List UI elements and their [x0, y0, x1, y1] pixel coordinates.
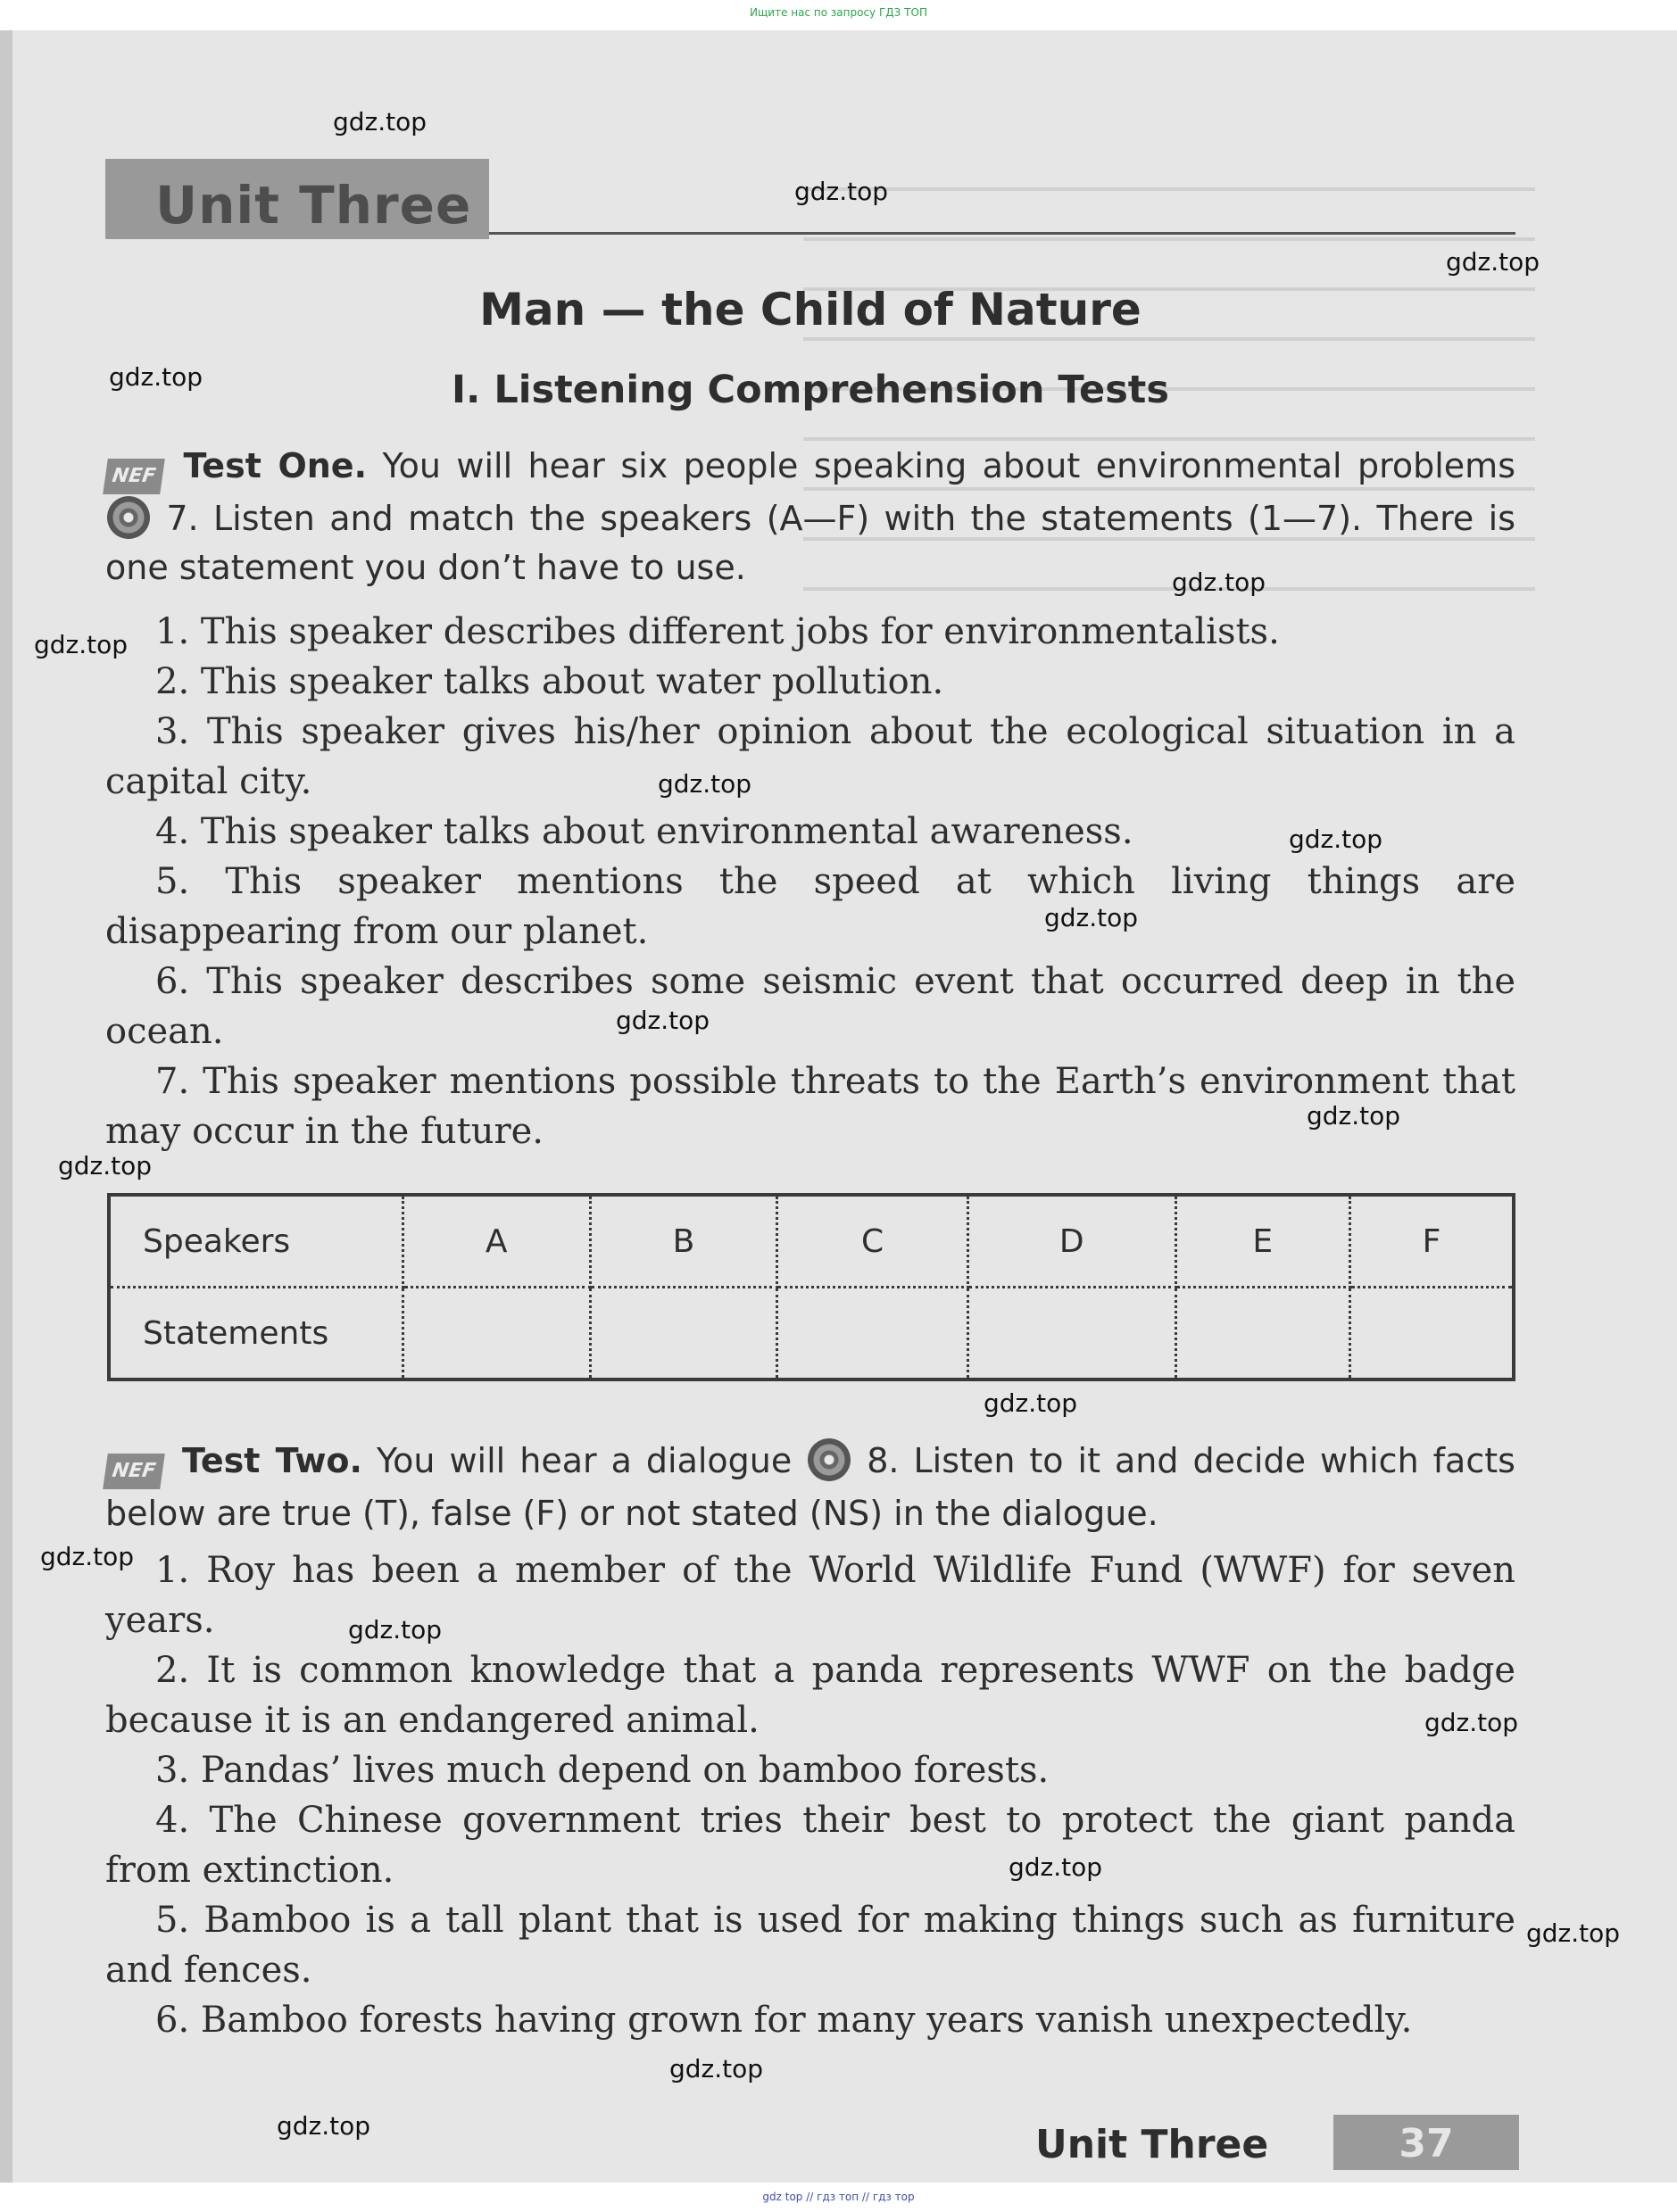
test-two-instructions: [105, 1437, 1515, 1538]
test-two-track: 8.: [867, 1441, 900, 1480]
test-one-label: Test One.: [183, 446, 368, 485]
nef-badge-icon: NEF: [103, 459, 165, 494]
test-two-statements: [105, 1545, 1515, 2045]
statement-2: 2. This speaker talks about water pollution.: [155, 661, 944, 702]
answer-cell-d[interactable]: [967, 1288, 1175, 1380]
watermark: gdz.top: [1307, 1101, 1401, 1131]
table-row: [109, 1195, 1514, 1288]
speaker-a: A: [403, 1195, 591, 1288]
speaker-e: E: [1175, 1195, 1349, 1288]
speaker-f: F: [1349, 1195, 1514, 1288]
footer-unit: Unit Three: [1035, 2122, 1269, 2167]
fact-3: 3. Pandas’ lives much depend on bamboo forests.: [155, 1750, 1050, 1791]
page-number: 37: [1333, 2115, 1519, 2170]
audio-cd-icon: [808, 1438, 851, 1481]
table-row: [109, 1288, 1514, 1380]
test-one-statements: [105, 607, 1515, 1156]
statement-3: 3. This speaker gives his/her opinion about the ecological situation in a capital city.: [105, 711, 1515, 802]
watermark: gdz.top: [1009, 1852, 1103, 1882]
watermark: gdz.top: [1424, 1708, 1519, 1737]
statement-5: 5. This speaker mentions the speed at which living things are disappearing from our planet.: [105, 861, 1515, 952]
statement-7: 7. This speaker mentions possible threats to the Earth’s environment that may occur in the future.: [105, 1061, 1515, 1152]
test-two-label: Test Two.: [182, 1441, 362, 1480]
speaker-d: D: [967, 1195, 1175, 1288]
section-title: I. Listening Comprehension Tests: [452, 368, 1169, 412]
watermark: gdz.top: [794, 177, 889, 206]
header-note[interactable]: Ищите нас по запросу ГДЗ ТОП: [750, 6, 927, 19]
watermark: gdz.top: [1446, 247, 1540, 277]
watermark: gdz.top: [40, 1542, 135, 1571]
test-one-instructions: [105, 442, 1515, 592]
test-two-text-a: You will hear a dialogue: [376, 1441, 793, 1480]
audio-cd-icon: [107, 496, 150, 539]
fact-2: 2. It is common knowledge that a panda represents WWF on the badge because it is an endangered animal.: [105, 1650, 1515, 1741]
watermark: gdz.top: [1526, 1918, 1621, 1948]
watermark: gdz.top: [1044, 903, 1139, 932]
fact-1: 1. Roy has been a member of the World Wildlife Fund (WWF) for seven years.: [105, 1550, 1515, 1641]
watermark: gdz.top: [669, 2054, 764, 2084]
answer-cell-e[interactable]: [1175, 1288, 1349, 1380]
fact-6: 6. Bamboo forests having grown for many years vanish unexpectedly.: [155, 2000, 1413, 2041]
statement-6: 6. This speaker describes some seismic event that occurred deep in the ocean.: [105, 961, 1515, 1052]
fact-5: 5. Bamboo is a tall plant that is used for making things such as furniture and fences.: [105, 1900, 1515, 1991]
unit-rule: [489, 232, 1515, 235]
watermark: gdz.top: [333, 107, 428, 137]
watermark: gdz.top: [1172, 567, 1266, 597]
test-two-text-b: Listen to it and decide which facts below are true (T), false (F) or not stated (NS) in the dialogue.: [105, 1441, 1515, 1533]
watermark: gdz.top: [58, 1151, 153, 1181]
answer-cell-c[interactable]: [777, 1288, 967, 1380]
watermark: gdz.top: [658, 769, 752, 799]
test-one-text-a: You will hear six people speaking about environmental problems: [382, 446, 1515, 485]
page-title: Man — the Child of Nature: [479, 284, 1142, 336]
answer-cell-b[interactable]: [590, 1288, 777, 1380]
watermark: gdz.top: [348, 1615, 443, 1645]
watermark: gdz.top: [34, 630, 129, 659]
statement-4: 4. This speaker talks about environmental awareness.: [155, 811, 1133, 852]
watermark: gdz.top: [277, 2111, 371, 2141]
footer-note[interactable]: gdz top // гдз топ // гдз тор: [762, 2191, 915, 2203]
watermark: gdz.top: [616, 1006, 710, 1035]
answer-cell-a[interactable]: [403, 1288, 591, 1380]
answer-cell-f[interactable]: [1349, 1288, 1514, 1380]
unit-banner: Unit Three: [105, 159, 489, 239]
fact-4: 4. The Chinese government tries their best to protect the giant panda from extinction.: [105, 1800, 1515, 1891]
speakers-label: Speakers: [109, 1195, 403, 1288]
matching-table: [107, 1193, 1515, 1381]
watermark: gdz.top: [109, 362, 203, 392]
speaker-b: B: [590, 1195, 777, 1288]
speaker-c: C: [777, 1195, 967, 1288]
statement-1: 1. This speaker describes different jobs for environmentalists.: [155, 611, 1280, 652]
test-one-text-b: Listen and match the speakers (A—F) with the statements (1—7). There is one statement you don’t have to use.: [105, 499, 1515, 587]
watermark: gdz.top: [984, 1388, 1078, 1418]
test-one-track: 7.: [166, 499, 199, 538]
watermark: gdz.top: [1289, 824, 1383, 854]
nef-badge-icon: NEF: [103, 1454, 165, 1489]
statements-label: Statements: [109, 1288, 403, 1380]
